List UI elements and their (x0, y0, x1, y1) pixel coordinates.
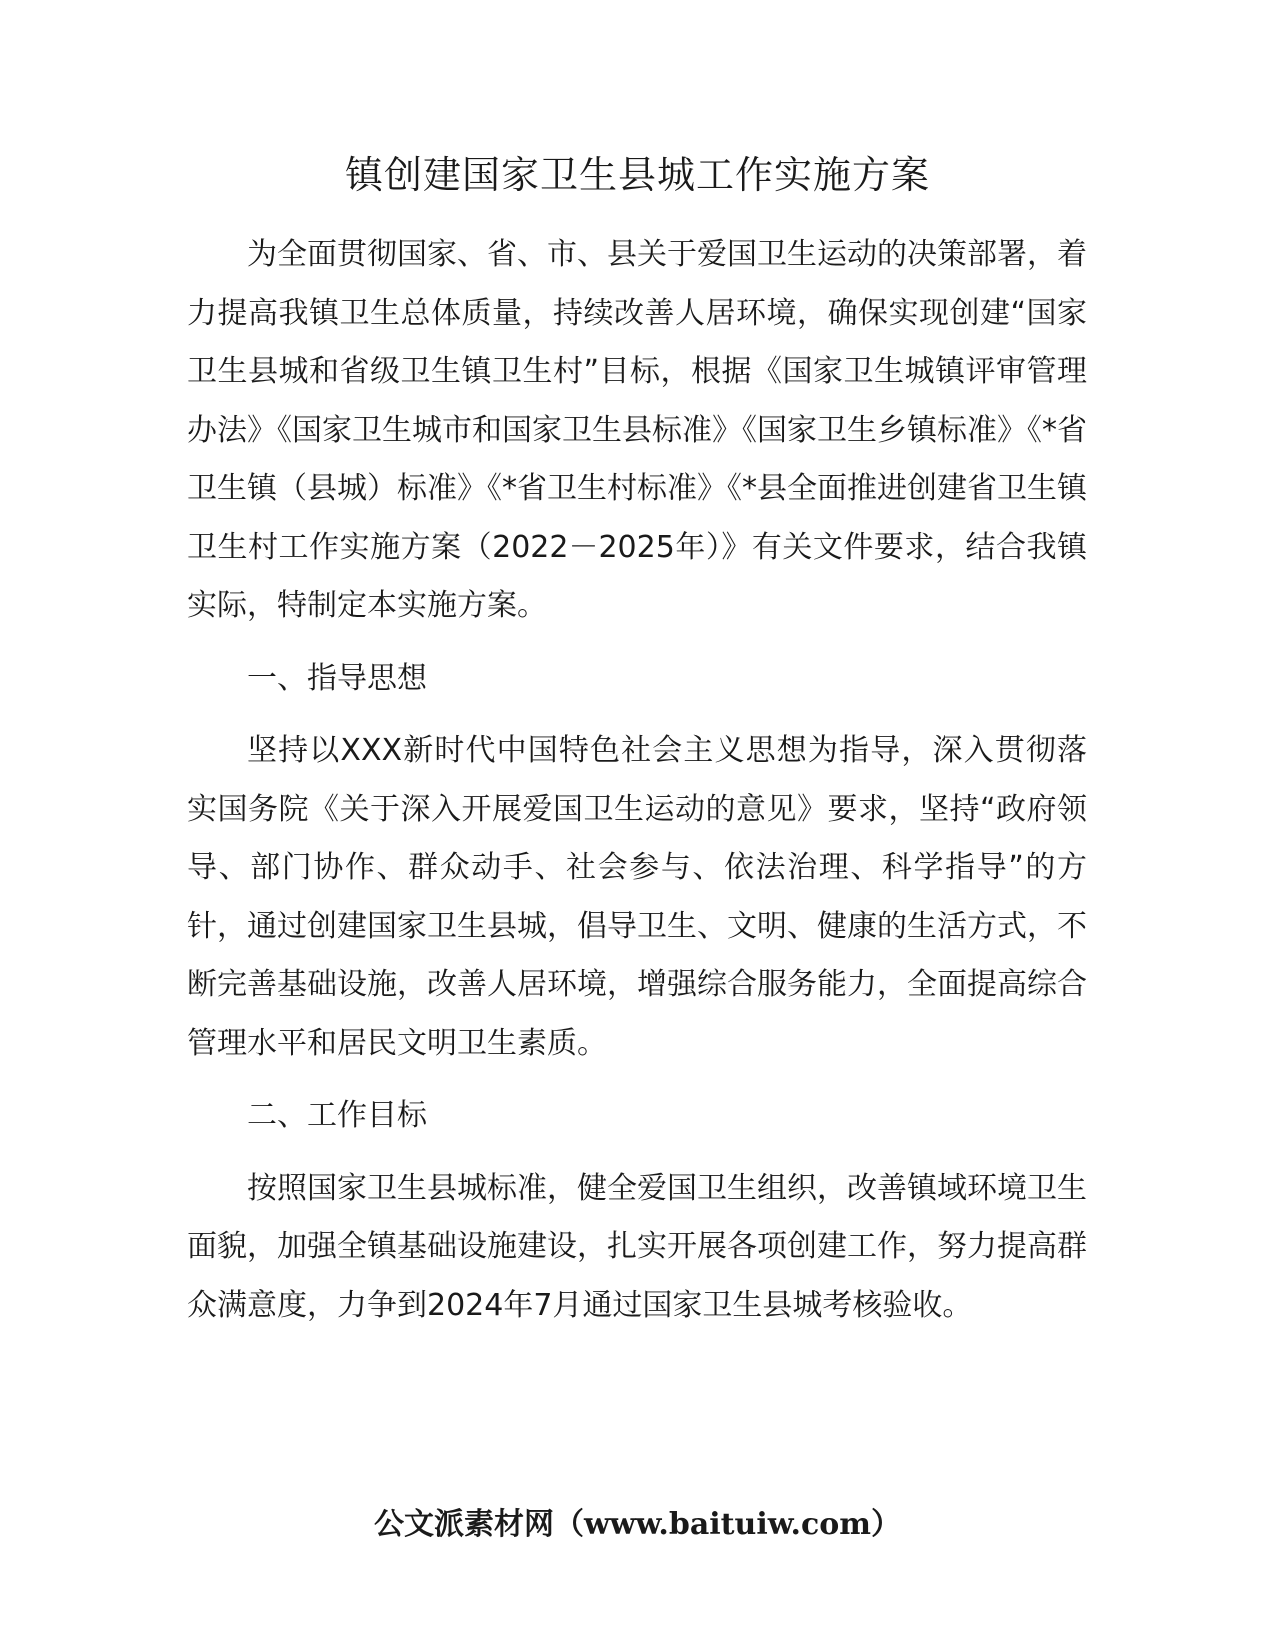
intro-paragraph: 为全面贯彻国家、省、市、县关于爱国卫生运动的决策部署，着力提高我镇卫生总体质量，持续改善人居环境，确保实现创建“国家卫生县城和省级卫生镇卫生村”目标，根据《国家卫生城镇评审管理办法》《国家卫生城市和国家卫生县标准》《国家卫生乡镇标准》《*省卫生镇（县城）标准》《*省卫生村标准》《*县全面推进创建省卫生镇卫生村工作实施方案（2022－2025年）》有关文件要求，结合我镇实际，特制定本实施方案。 (187, 237, 1087, 623)
document-body (187, 226, 1087, 1335)
section-heading-guiding-ideology: 一、指导思想 (247, 660, 427, 696)
footer-watermark: 公文派素材网（www.baituiw.com） (373, 1507, 902, 1542)
section-body-work-goals: 按照国家卫生县城标准，健全爱国卫生组织，改善镇域环境卫生面貌，加强全镇基础设施建设，扎实开展各项创建工作，努力提高群众满意度，力争到2024年7月通过国家卫生县城考核验收。 (187, 1170, 1087, 1323)
document-title: 镇创建国家卫生县城工作实施方案 (344, 153, 930, 197)
section-heading-work-goals: 二、工作目标 (247, 1098, 427, 1133)
section-body-guiding-ideology: 坚持以XXX新时代中国特色社会主义思想为指导，深入贯彻落实国务院《关于深入开展爱国卫生运动的意见》要求，坚持“政府领导、部门协作、群众动手、社会参与、依法治理、科学指导”的方针，通过创建国家卫生县城，倡导卫生、文明、健康的生活方式，不断完善基础设施，改善人居环境，增强综合服务能力，全面提高综合管理水平和居民文明卫生素质。 (187, 733, 1087, 1061)
